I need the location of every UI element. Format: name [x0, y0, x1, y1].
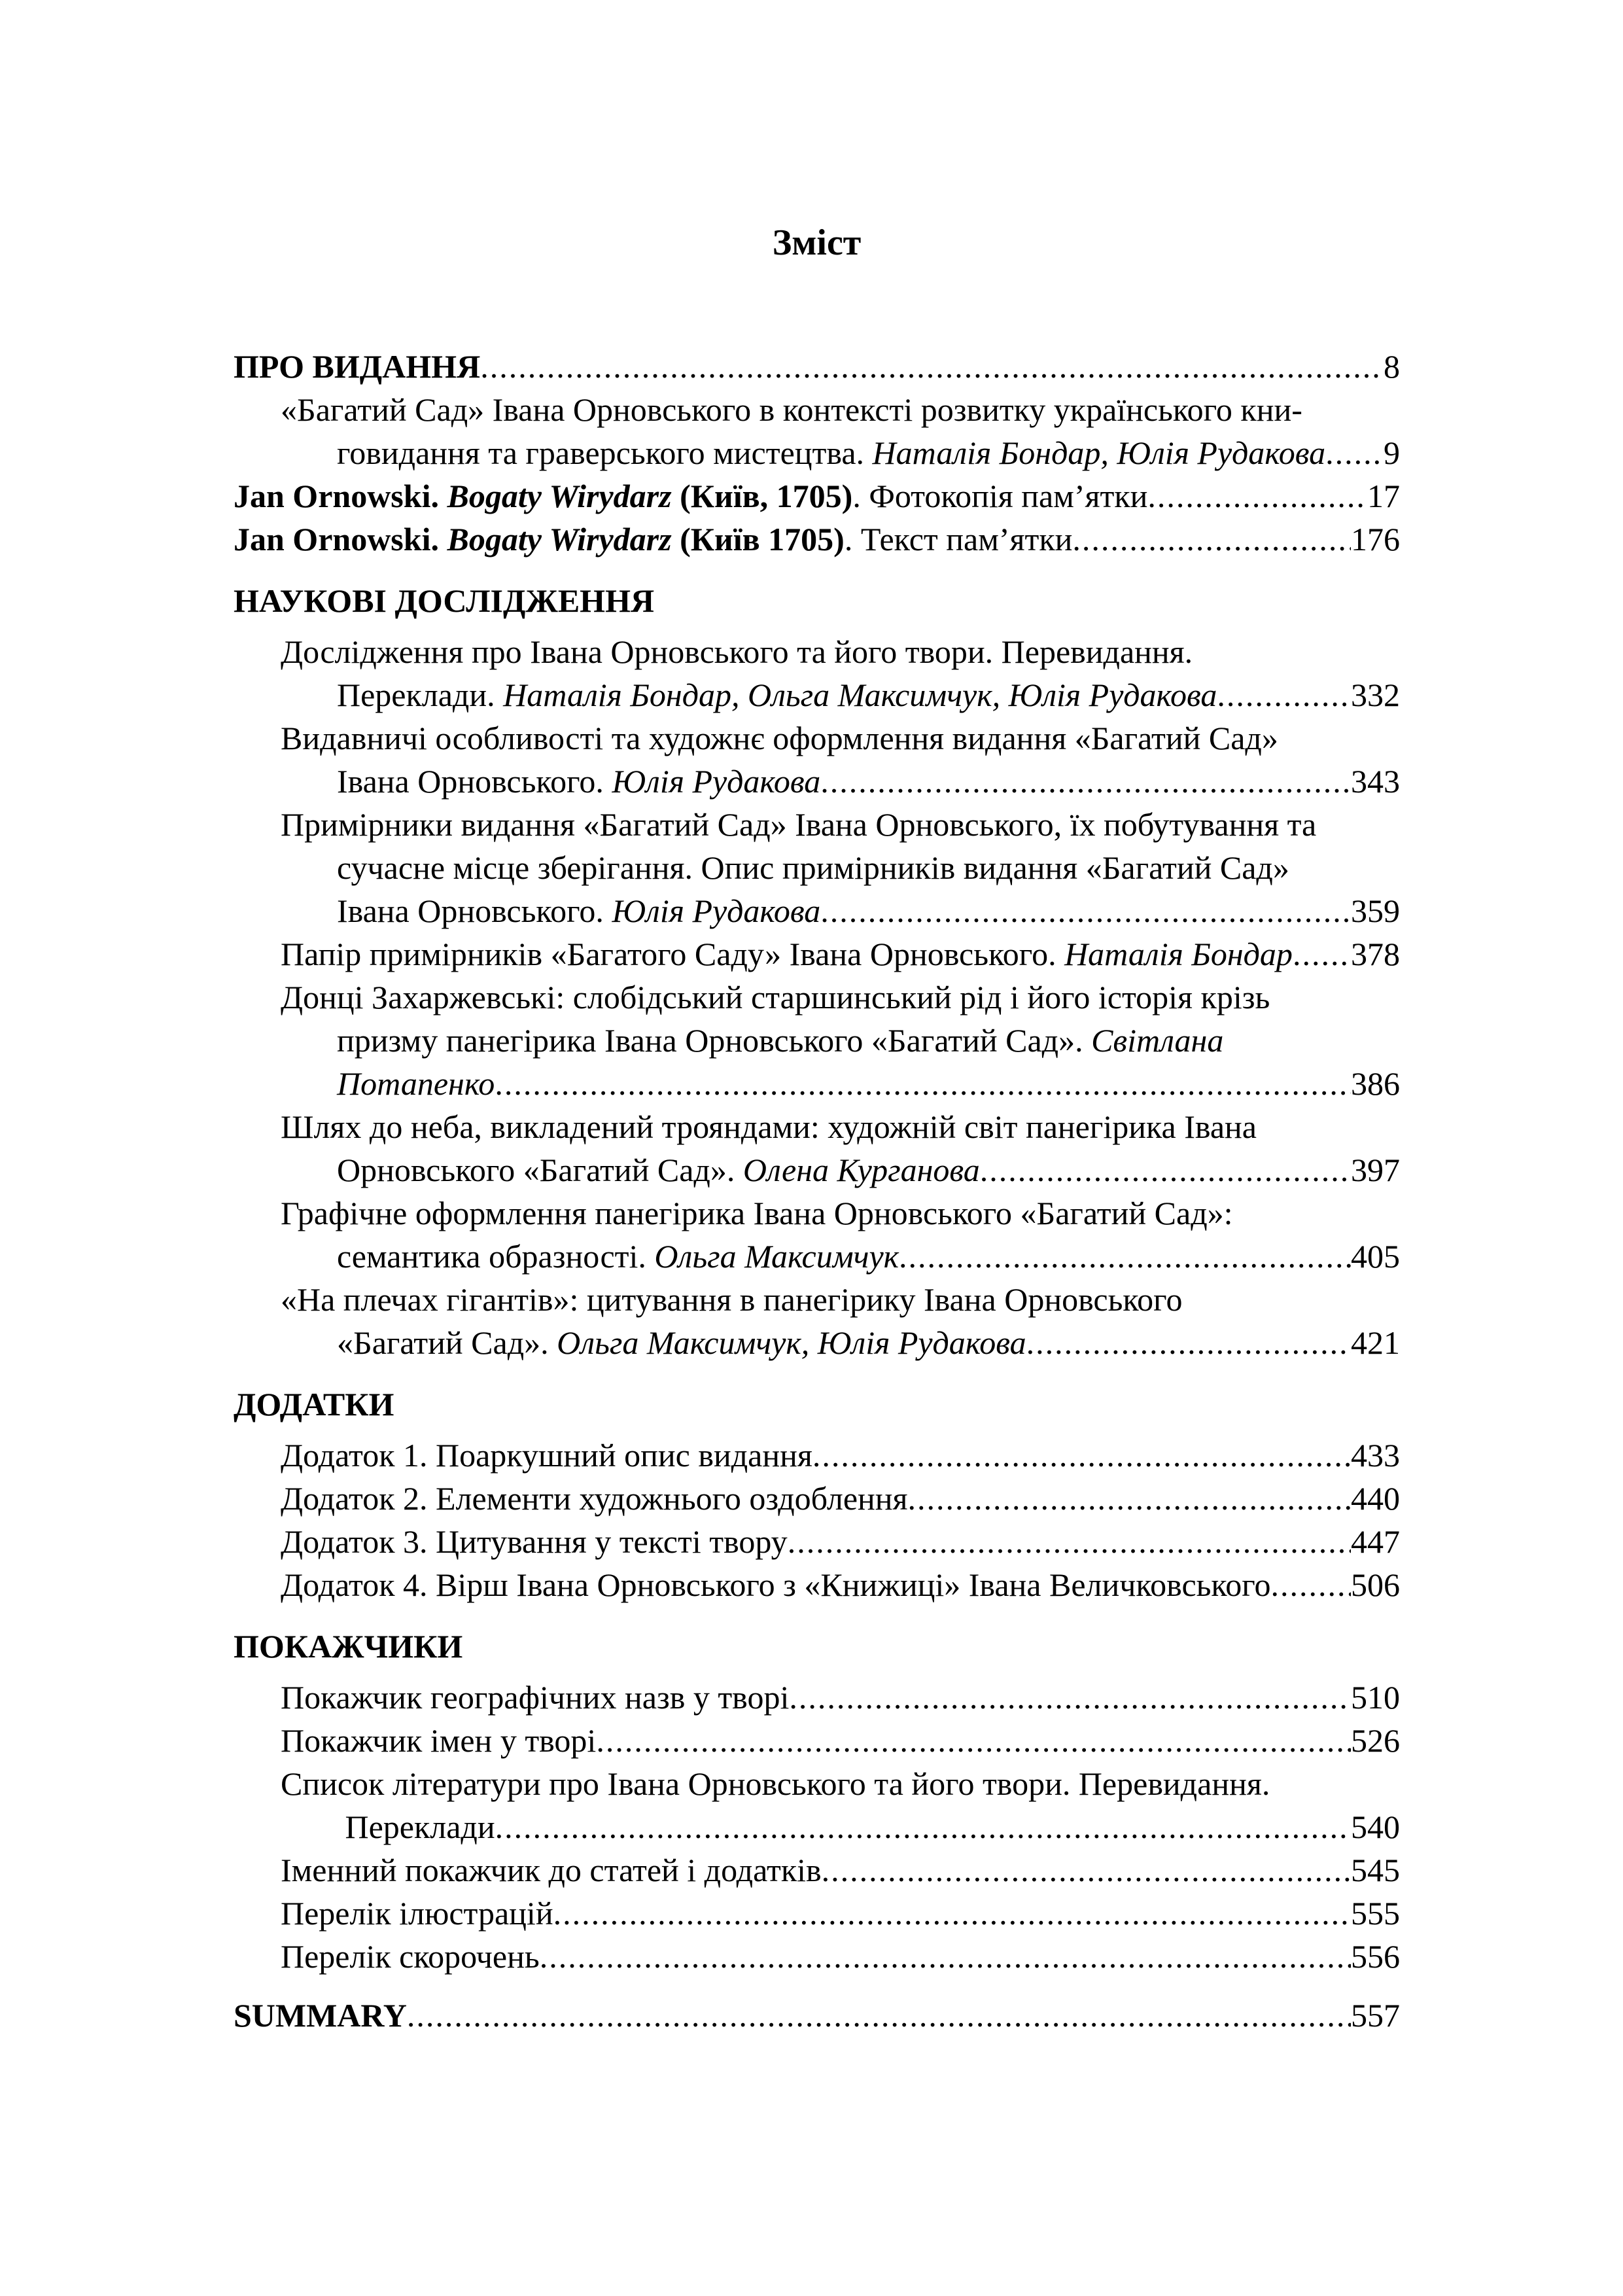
toc-line-text — [337, 1235, 899, 1278]
toc-line-text — [337, 431, 1325, 474]
toc-text-segment: Наталія Бондар — [1064, 936, 1293, 972]
toc-line — [337, 760, 1400, 803]
dot-leader — [495, 1805, 1351, 1848]
page-number: 433 — [1351, 1437, 1400, 1474]
toc-line-text — [281, 716, 1278, 760]
page-number: 359 — [1351, 892, 1400, 929]
toc-text-segment: Видавничі особливості та художнє оформлення видання «Багатий Сад» — [281, 720, 1278, 756]
toc-text-segment: Олена Курганова — [742, 1152, 980, 1188]
toc-line — [281, 1676, 1400, 1719]
page-number: 176 — [1351, 521, 1400, 557]
page-number: 421 — [1351, 1324, 1400, 1361]
page-number: 332 — [1351, 677, 1400, 713]
toc-entry — [234, 1520, 1400, 1563]
toc-line-text — [281, 1848, 822, 1892]
page-number: 506 — [1351, 1566, 1400, 1603]
page-number: 440 — [1351, 1480, 1400, 1517]
toc-line — [337, 1019, 1400, 1062]
dot-leader — [1026, 1321, 1351, 1364]
toc-line — [281, 388, 1400, 431]
page-number: 447 — [1351, 1523, 1400, 1560]
toc-text-segment: Покажчик імен у творі — [281, 1722, 597, 1759]
toc-line — [281, 1434, 1400, 1477]
toc-line-text — [281, 1563, 1270, 1606]
toc-entry — [234, 1719, 1400, 1762]
page-number: 510 — [1351, 1679, 1400, 1716]
toc-text-segment: Шлях до неба, викладений трояндами: художній світ панегірика Івана — [281, 1108, 1257, 1145]
toc-text-segment: Графічне оформлення панегірика Івана Орновського «Багатий Сад»: — [281, 1195, 1233, 1231]
toc-line — [281, 1762, 1400, 1805]
toc-line — [281, 1278, 1400, 1321]
dot-leader — [789, 1676, 1351, 1719]
toc-entry — [234, 1676, 1400, 1719]
toc-line — [234, 345, 1400, 388]
toc-entry — [234, 388, 1400, 474]
toc-line-text — [234, 1383, 394, 1426]
toc-line — [234, 474, 1400, 518]
toc-text-segment: семантика образності. — [337, 1238, 655, 1275]
toc-entry — [234, 1935, 1400, 1978]
toc-text-segment: Наталія Бондар, Ольга Максимчук, Юлія Рудакова — [503, 677, 1217, 713]
toc-text-segment: Ольга Максимчук — [654, 1238, 899, 1275]
toc-text-segment: Додаток 2. Елементи художнього оздоблення — [281, 1480, 908, 1517]
toc-line — [337, 431, 1400, 474]
page-number: 386 — [1351, 1065, 1400, 1102]
toc-entry — [234, 1994, 1400, 2037]
toc-text-segment: Папір примірників «Багатого Саду» Івана Орновського. — [281, 936, 1065, 972]
toc-line-text — [234, 579, 654, 622]
toc-entry — [234, 1625, 1400, 1668]
toc-line-text — [234, 474, 1147, 518]
dot-leader — [980, 1148, 1351, 1192]
toc-line-text — [281, 1676, 789, 1719]
toc-line — [337, 1148, 1400, 1192]
table-of-contents — [234, 345, 1400, 2037]
toc-entry — [234, 1892, 1400, 1935]
dot-leader — [480, 345, 1384, 388]
toc-line — [281, 1719, 1400, 1762]
toc-line-text — [337, 760, 820, 803]
toc-line-text — [281, 1935, 540, 1978]
toc-line — [281, 716, 1400, 760]
toc-text-segment: Примірники видання «Багатий Сад» Івана Орновського, їх побутування та — [281, 806, 1317, 843]
toc-line — [281, 1935, 1400, 1978]
toc-text-segment: Jan Ornowski. — [234, 478, 447, 514]
page-number: 8 — [1384, 348, 1400, 385]
toc-entry — [234, 803, 1400, 932]
toc-entry — [234, 1848, 1400, 1892]
toc-text-segment: ПОКАЖЧИКИ — [234, 1628, 463, 1665]
page-number: 545 — [1351, 1852, 1400, 1888]
toc-text-segment: Донці Захаржевські: слобідський старшинський рід і його історія крізь — [281, 979, 1270, 1016]
toc-entry — [234, 1278, 1400, 1364]
toc-line — [281, 1563, 1400, 1606]
toc-text-segment: «Багатий Сад» Івана Орновського в контексті розвитку українського кни- — [281, 391, 1302, 428]
toc-text-segment: Івана Орновського. — [337, 892, 612, 929]
toc-text-segment: «На плечах гігантів»: цитування в панегірику Івана Орновського — [281, 1281, 1183, 1318]
toc-text-segment: Івана Орновського. — [337, 763, 612, 800]
toc-line-text — [281, 1105, 1257, 1148]
dot-leader — [540, 1935, 1351, 1978]
dot-leader — [1147, 474, 1367, 518]
toc-entry — [234, 932, 1400, 976]
toc-line — [281, 1848, 1400, 1892]
toc-line-text — [234, 345, 480, 388]
toc-line-text — [281, 1719, 596, 1762]
toc-line-text — [281, 976, 1270, 1019]
dot-leader — [899, 1235, 1351, 1278]
toc-line-text — [234, 1994, 407, 2037]
toc-entry — [234, 1383, 1400, 1426]
toc-line-text — [281, 932, 1293, 976]
dot-leader — [553, 1892, 1351, 1935]
page-number: 555 — [1351, 1895, 1400, 1932]
toc-line — [337, 1235, 1400, 1278]
toc-line-text — [234, 1625, 462, 1668]
toc-entry — [234, 518, 1400, 561]
toc-line-text — [281, 1477, 908, 1520]
toc-text-segment: . Текст пам’ятки — [844, 521, 1073, 557]
dot-leader — [1217, 673, 1351, 716]
toc-line-text — [281, 1520, 788, 1563]
toc-line-text — [281, 803, 1316, 846]
dot-leader — [1072, 518, 1351, 561]
toc-text-segment: Jan Ornowski. — [234, 521, 447, 557]
toc-text-segment: (Київ 1705) — [680, 521, 845, 557]
toc-line-text — [281, 388, 1302, 431]
toc-text-segment: Bogaty Wirydarz — [447, 521, 680, 557]
toc-text-segment: Bogaty Wirydarz — [447, 478, 680, 514]
page-number: 378 — [1351, 936, 1400, 972]
toc-line-text — [337, 1148, 980, 1192]
toc-line — [337, 846, 1400, 889]
toc-line — [234, 579, 1400, 622]
dot-leader — [788, 1520, 1351, 1563]
dot-leader — [820, 889, 1351, 932]
page-number: 556 — [1351, 1938, 1400, 1975]
toc-line-text — [337, 1062, 495, 1105]
toc-line-text — [337, 889, 820, 932]
toc-text-segment: Орновського «Багатий Сад». — [337, 1152, 743, 1188]
dot-leader — [495, 1062, 1351, 1105]
toc-entry — [234, 1192, 1400, 1278]
toc-entry — [234, 976, 1400, 1105]
toc-line — [281, 1892, 1400, 1935]
page-number: 397 — [1351, 1152, 1400, 1188]
toc-entry — [234, 1762, 1400, 1848]
toc-text-segment: Юлія Рудакова — [612, 892, 821, 929]
toc-entry — [234, 1105, 1400, 1192]
toc-text-segment: «Багатий Сад». — [337, 1324, 557, 1361]
toc-line — [337, 673, 1400, 716]
toc-line-text — [337, 846, 1289, 889]
toc-entry — [234, 1477, 1400, 1520]
toc-text-segment: Переклади — [337, 1809, 495, 1845]
toc-text-segment: SUMMARY — [234, 1997, 407, 2034]
toc-text-segment: Наталія Бондар, Юлія Рудакова — [872, 434, 1326, 471]
toc-entry — [234, 579, 1400, 622]
toc-text-segment: сучасне місце зберігання. Опис примірників видання «Багатий Сад» — [337, 849, 1289, 886]
toc-line-text — [281, 630, 1193, 673]
toc-line — [281, 1192, 1400, 1235]
toc-line — [281, 932, 1400, 976]
toc-entry — [234, 474, 1400, 518]
toc-line — [234, 1625, 1400, 1668]
toc-text-segment: Додаток 3. Цитування у тексті твору — [281, 1523, 788, 1560]
toc-text-segment: Ольга Максимчук, Юлія Рудакова — [557, 1324, 1026, 1361]
toc-line — [281, 1477, 1400, 1520]
toc-text-segment: ДОДАТКИ — [234, 1386, 394, 1422]
toc-text-segment: . Фотокопія пам’ятки — [852, 478, 1148, 514]
toc-text-segment: Юлія Рудакова — [612, 763, 821, 800]
toc-line — [234, 518, 1400, 561]
document-title: Зміст — [772, 222, 862, 263]
page-number: 405 — [1351, 1238, 1400, 1275]
toc-line — [337, 889, 1400, 932]
toc-line — [281, 803, 1400, 846]
toc-text-segment: Перелік ілюстрацій — [281, 1895, 553, 1932]
toc-text-segment: (Київ, 1705) — [680, 478, 853, 514]
toc-entry — [234, 345, 1400, 388]
toc-line — [281, 976, 1400, 1019]
dot-leader — [1325, 431, 1384, 474]
page-number: 557 — [1351, 1997, 1400, 2034]
toc-line-text — [281, 1192, 1233, 1235]
toc-text-segment: Світлана — [1091, 1022, 1224, 1059]
toc-text-segment: Дослідження про Івана Орновського та його твори. Перевидання. — [281, 633, 1193, 670]
dot-leader — [908, 1477, 1351, 1520]
toc-line-text — [281, 1278, 1182, 1321]
toc-text-segment: Потапенко — [337, 1065, 495, 1102]
toc-line — [234, 1383, 1400, 1426]
toc-text-segment: Додаток 4. Вірш Івана Орновського з «Книжиці» Івана Величковського — [281, 1566, 1271, 1603]
toc-line — [281, 630, 1400, 673]
toc-line — [337, 1805, 1400, 1848]
toc-entry — [234, 716, 1400, 803]
page-number: 343 — [1351, 763, 1400, 800]
toc-line — [281, 1520, 1400, 1563]
toc-content — [234, 220, 1400, 2037]
toc-line-text — [234, 518, 1072, 561]
page-number: 9 — [1384, 434, 1400, 471]
dot-leader — [820, 760, 1351, 803]
toc-line-text — [337, 1019, 1223, 1062]
dot-leader — [822, 1848, 1351, 1892]
toc-text-segment: призму панегірика Івана Орновського «Багатий Сад». — [337, 1022, 1092, 1059]
toc-line — [281, 1105, 1400, 1148]
toc-line-text — [281, 1892, 553, 1935]
toc-line — [337, 1321, 1400, 1364]
toc-text-segment: Додаток 1. Поаркушний опис видання — [281, 1437, 812, 1474]
toc-line-text — [337, 673, 1217, 716]
toc-line-text — [337, 1321, 1026, 1364]
toc-entry — [234, 630, 1400, 716]
page-number: 526 — [1351, 1722, 1400, 1759]
page-number: 540 — [1351, 1809, 1400, 1845]
toc-text-segment: Перелік скорочень — [281, 1938, 540, 1975]
toc-line-text — [281, 1434, 812, 1477]
toc-entry — [234, 1434, 1400, 1477]
toc-text-segment: говидання та граверського мистецтва. — [337, 434, 873, 471]
toc-text-segment: НАУКОВІ ДОСЛІДЖЕННЯ — [234, 582, 655, 619]
toc-text-segment: Переклади. — [337, 677, 504, 713]
toc-line-text — [337, 1805, 495, 1848]
dot-leader — [407, 1994, 1351, 2037]
toc-text-segment: Іменний покажчик до статей і додатків — [281, 1852, 822, 1888]
toc-line-text — [281, 1762, 1270, 1805]
toc-entry — [234, 1563, 1400, 1606]
toc-line — [234, 1994, 1400, 2037]
toc-text-segment: Список літератури про Івана Орновського та його твори. Перевидання. — [281, 1765, 1270, 1802]
dot-leader — [1293, 932, 1351, 976]
dot-leader — [1270, 1563, 1351, 1606]
toc-text-segment: ПРО ВИДАННЯ — [234, 348, 481, 385]
toc-line — [337, 1062, 1400, 1105]
page-number: 17 — [1367, 478, 1400, 514]
dot-leader — [812, 1434, 1351, 1477]
dot-leader — [596, 1719, 1351, 1762]
toc-text-segment: Покажчик географічних назв у творі — [281, 1679, 790, 1716]
